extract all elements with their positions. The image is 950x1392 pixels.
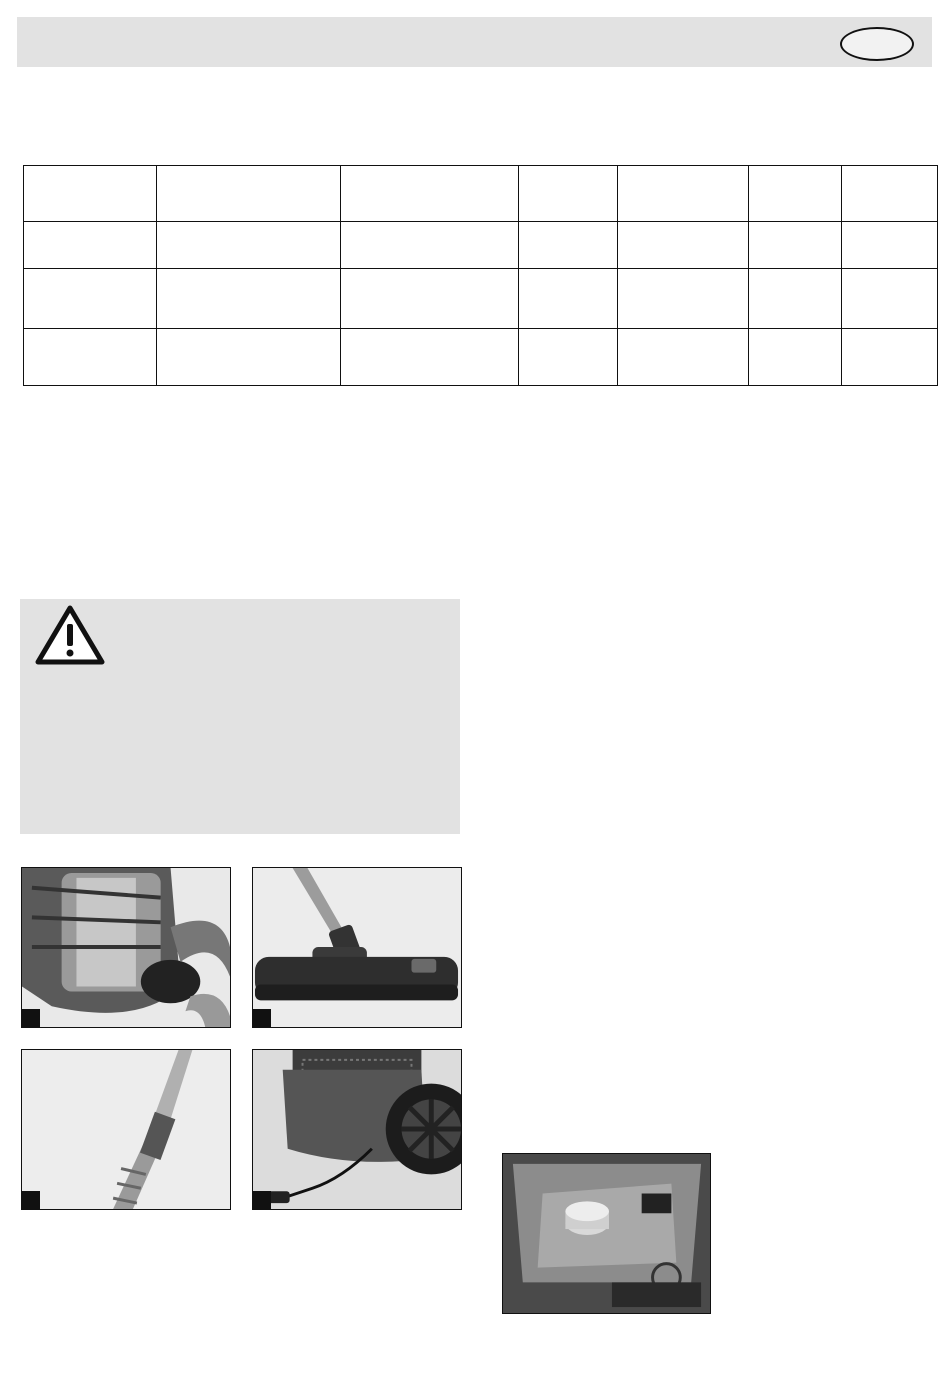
table-cell	[519, 166, 618, 222]
table-cell	[618, 269, 749, 329]
table-cell	[618, 222, 749, 269]
table-cell	[341, 166, 519, 222]
table-row	[24, 329, 938, 386]
hose-connection-photo	[21, 867, 231, 1028]
table-cell	[519, 329, 618, 386]
table-cell	[749, 166, 842, 222]
filter-cap-photo	[502, 1153, 711, 1314]
table-cell	[618, 166, 749, 222]
table-cell	[749, 269, 842, 329]
table-cell	[749, 329, 842, 386]
table-cell	[157, 166, 341, 222]
table-cell	[24, 269, 157, 329]
figure-number-marker	[253, 1009, 271, 1027]
figure-number-marker	[253, 1191, 271, 1209]
table-cell	[157, 269, 341, 329]
header-bar	[17, 17, 932, 67]
table-cell	[519, 222, 618, 269]
table-cell	[842, 269, 938, 329]
figure-number-marker	[22, 1191, 40, 1209]
table-cell	[157, 222, 341, 269]
table-cell	[749, 222, 842, 269]
figure-number-marker	[22, 1009, 40, 1027]
floor-nozzle-photo	[252, 867, 462, 1028]
table-cell	[157, 329, 341, 386]
warning-triangle-icon	[34, 604, 106, 666]
table-cell	[24, 166, 157, 222]
table-cell	[341, 269, 519, 329]
table-cell	[341, 329, 519, 386]
table-cell	[519, 269, 618, 329]
table-cell	[842, 166, 938, 222]
table-row	[24, 269, 938, 329]
table-row	[24, 222, 938, 269]
table-cell	[24, 329, 157, 386]
table-cell	[24, 222, 157, 269]
table-cell	[842, 222, 938, 269]
specification-table	[23, 165, 938, 386]
table-row	[24, 166, 938, 222]
power-cord-photo	[252, 1049, 462, 1210]
telescopic-tube-photo	[21, 1049, 231, 1210]
table-cell	[341, 222, 519, 269]
table-cell	[842, 329, 938, 386]
language-badge	[840, 27, 914, 61]
table-cell	[618, 329, 749, 386]
